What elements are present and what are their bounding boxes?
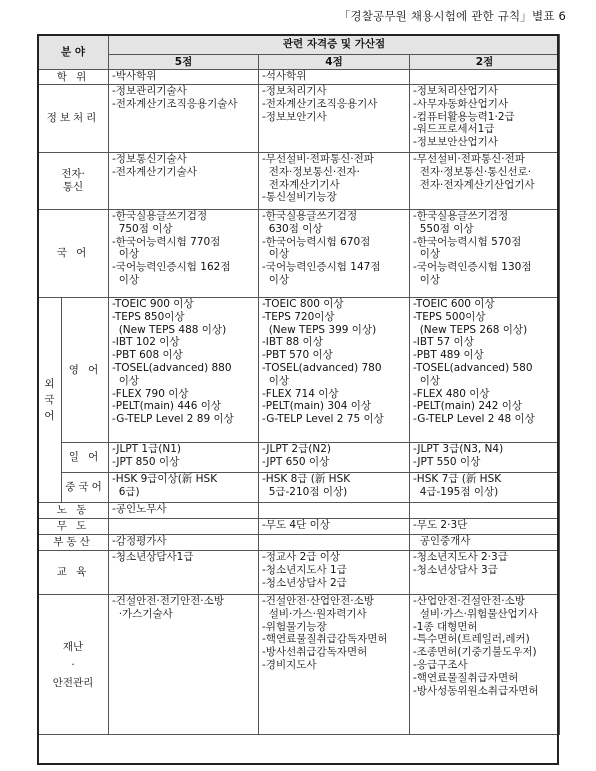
- qualification-line: -한국어능력시험 770점: [112, 235, 221, 248]
- qualification-line: -청소년지도사 2·3급: [413, 551, 508, 563]
- qualification-line: -1종 대형면허: [413, 620, 478, 633]
- table-row-realestate: [38, 535, 560, 551]
- qualification-line: -청소년상담사 3급: [413, 563, 498, 576]
- qualification-line: 설비·가스·원자력기사: [262, 607, 367, 620]
- cell-chinese-col3: [410, 473, 560, 503]
- qualification-line: 이상: [262, 374, 289, 387]
- qualification-line: -청소년지도사 1급: [262, 563, 347, 576]
- qualification-line: -PELT(main) 242 이상: [413, 400, 523, 413]
- cell-martial-col3: [410, 519, 560, 535]
- qualification-line: -TOEIC 800 이상: [262, 298, 344, 310]
- category-it: 정보처리: [38, 85, 109, 153]
- qualification-line: -국어능력인증시험 147점: [262, 261, 381, 274]
- category-chinese: 중국어: [62, 473, 109, 503]
- qualification-line: -한국어능력시험 570점: [413, 235, 522, 248]
- qualification-line: 이상: [112, 248, 139, 261]
- category-education: 교 육: [38, 551, 109, 595]
- header-points-5: 5점: [109, 55, 259, 70]
- qualification-line: -경비지도사: [262, 658, 317, 671]
- table-body: [38, 70, 560, 735]
- cell-degree-col2: [259, 70, 410, 85]
- cell-martial-col2: [259, 519, 410, 535]
- cell-telecom-col1: [109, 153, 259, 210]
- cell-english-col2: [259, 298, 410, 443]
- table-row-degree: [38, 70, 560, 85]
- category-realestate: 부동산: [38, 535, 109, 551]
- qualification-line: -핵연료물질취급감독자면허: [262, 633, 388, 646]
- qualification-line: -감정평가사: [112, 535, 167, 547]
- qualification-line: 550점 이상: [413, 222, 474, 235]
- header-points-2: 2점: [410, 55, 560, 70]
- qualification-line: 630점 이상: [262, 222, 323, 235]
- category-english: 영 어: [62, 298, 109, 443]
- qualification-line: -TEPS 720이상: [262, 310, 335, 323]
- cell-safety-col3: [410, 595, 560, 735]
- header-field: 분 야: [38, 35, 109, 70]
- qualification-line: -워드프로세서1급: [413, 123, 495, 136]
- qualification-line: -건설안전·전기안전·소방: [112, 595, 224, 607]
- cell-english-col1: [109, 298, 259, 443]
- qualification-line: -PBT 570 이상: [262, 349, 333, 362]
- qualification-line: -무도 2·3단: [413, 519, 468, 531]
- table-row-japanese: [38, 443, 560, 473]
- qualification-line: -산업안전·건설안전·소방: [413, 595, 525, 607]
- cell-japanese-col2: [259, 443, 410, 473]
- cell-safety-col1: [109, 595, 259, 735]
- qualification-line: 전자·정보통신·통신선로·: [413, 165, 532, 178]
- qualification-line: 전자계산기기사: [262, 178, 340, 191]
- qualification-line: -TOSEL(advanced) 580: [413, 361, 533, 374]
- qualification-line: -TOEIC 900 이상: [112, 298, 194, 310]
- qualification-line: -FLEX 480 이상: [413, 387, 490, 400]
- qualification-line: -한국어능력시험 670점: [262, 235, 371, 248]
- qualification-line: -HSK 8급 (新 HSK: [262, 473, 351, 485]
- qualification-line: 이상: [262, 248, 289, 261]
- cell-degree-col3: [410, 70, 560, 85]
- qualification-line: -정보통신기술사: [112, 153, 187, 165]
- document-title: 「경찰공무원 채용시험에 관한 규칙」별표 6: [338, 9, 566, 23]
- table-row-education: [38, 551, 560, 595]
- qualification-line: -석사학위: [262, 70, 307, 82]
- qualification-line: -특수면허(트레일러,레커): [413, 633, 530, 646]
- qualification-line: -G-TELP Level 2 75 이상: [262, 413, 384, 426]
- qualification-line: -전자계산기조직응용기사: [262, 97, 378, 110]
- cell-japanese-col3: [410, 443, 560, 473]
- qualification-line: -정교사 2급 이상: [262, 551, 341, 563]
- qualification-line: -G-TELP Level 2 89 이상: [112, 413, 234, 426]
- cell-korean-col2: [259, 210, 410, 298]
- table-row-english: [38, 298, 560, 443]
- qualification-line: 5급-210점 이상): [262, 485, 348, 498]
- qualification-line: -JPT 550 이상: [413, 455, 481, 468]
- qualification-line: -IBT 57 이상: [413, 336, 474, 349]
- qualification-line: -JLPT 3급(N3, N4): [413, 443, 504, 455]
- cell-it-col2: [259, 85, 410, 153]
- category-korean: 국 어: [38, 210, 109, 298]
- cell-chinese-col1: [109, 473, 259, 503]
- qualification-line: -TOSEL(advanced) 880: [112, 361, 232, 374]
- cell-martial-col1: [109, 519, 259, 535]
- cell-degree-col1: [109, 70, 259, 85]
- table-row-it: [38, 85, 560, 153]
- qualification-line: -전자계산기조직응용기술사: [112, 97, 238, 110]
- qualification-line: -국어능력인증시험 162점: [112, 261, 231, 274]
- qualification-line: -JPT 850 이상: [112, 455, 180, 468]
- category-group-foreign-language: 외 국 어: [38, 298, 62, 503]
- category-japanese: 일 어: [62, 443, 109, 473]
- cell-education-col2: [259, 551, 410, 595]
- qualification-line: -박사학위: [112, 70, 157, 82]
- cell-safety-col2: [259, 595, 410, 735]
- table-row-safety: [38, 595, 560, 735]
- qualification-line: -핵연료물질취급자면허: [413, 671, 519, 684]
- qualification-line: -PELT(main) 446 이상: [112, 400, 222, 413]
- cell-english-col3: [410, 298, 560, 443]
- table-row-martial: [38, 519, 560, 535]
- cell-labor-col2: [259, 503, 410, 519]
- qualification-line: -JLPT 2급(N2): [262, 443, 331, 455]
- qualification-line: (New TEPS 268 이상): [413, 323, 528, 336]
- qualification-line: 4급-195점 이상): [413, 485, 499, 498]
- qualification-line: ·가스기술사: [112, 607, 173, 620]
- qualification-line: -사무자동화산업기사: [413, 97, 509, 110]
- qualification-line: 이상: [413, 374, 440, 387]
- qualification-line: 이상: [112, 374, 139, 387]
- qualification-line: -건설안전·산업안전·소방: [262, 595, 374, 607]
- qualification-line: -정보관리기술사: [112, 85, 187, 97]
- qualification-line: 공인중개사: [413, 535, 471, 547]
- qualification-line: 전자·정보통신·전자·: [262, 165, 360, 178]
- qualification-line: -조종면허(기중기불도우저): [413, 646, 537, 659]
- qualification-line: -PELT(main) 304 이상: [262, 400, 372, 413]
- qualification-line: -G-TELP Level 2 48 이상: [413, 413, 535, 426]
- qualification-line: 이상: [413, 273, 440, 286]
- qualification-line: -무선설비·전파통신·전파: [413, 153, 525, 165]
- cell-labor-col3: [410, 503, 560, 519]
- qualification-table: [37, 34, 560, 735]
- qualification-line: -JPT 650 이상: [262, 455, 330, 468]
- cell-telecom-col3: [410, 153, 560, 210]
- qualification-line: -정보보안산업기사: [413, 136, 498, 149]
- qualification-line: 전자·전자계산기산업기사: [413, 178, 535, 191]
- cell-it-col1: [109, 85, 259, 153]
- qualification-line: -HSK 9급이상(新 HSK: [112, 473, 218, 485]
- header-group: 관련 자격증 및 가산점: [109, 35, 560, 55]
- qualification-line: 6급): [112, 485, 140, 498]
- qualification-line: -응급구조사: [413, 658, 468, 671]
- qualification-line: -국어능력인증시험 130점: [413, 261, 532, 274]
- cell-education-col3: [410, 551, 560, 595]
- qualification-line: -정보처리산업기사: [413, 85, 498, 97]
- qualification-line: -TEPS 850이상: [112, 310, 185, 323]
- cell-japanese-col1: [109, 443, 259, 473]
- qualification-line: 750점 이상: [112, 222, 173, 235]
- qualification-line: -PBT 489 이상: [413, 349, 484, 362]
- cell-korean-col1: [109, 210, 259, 298]
- cell-realestate-col2: [259, 535, 410, 551]
- cell-realestate-col1: [109, 535, 259, 551]
- category-telecom: 전자· 통신: [38, 153, 109, 210]
- category-degree: 학 위: [38, 70, 109, 85]
- qualification-line: -청소년상담사1급: [112, 551, 194, 563]
- qualification-line: -무도 4단 이상: [262, 519, 330, 531]
- qualification-line: -FLEX 790 이상: [112, 387, 189, 400]
- category-safety: 재난 · 안전관리: [38, 595, 109, 735]
- cell-chinese-col2: [259, 473, 410, 503]
- header-points-4: 4점: [259, 55, 410, 70]
- qualification-line: -위험물기능장: [262, 620, 327, 633]
- category-martial: 무 도: [38, 519, 109, 535]
- qualification-line: -TOEIC 600 이상: [413, 298, 495, 310]
- qualification-line: -정보처리기사: [262, 85, 327, 97]
- qualification-line: -정보보안기사: [262, 110, 327, 123]
- cell-realestate-col3: [410, 535, 560, 551]
- qualification-line: -한국실용글쓰기검정: [112, 210, 208, 222]
- qualification-line: 이상: [413, 248, 440, 261]
- table-row-labor: [38, 503, 560, 519]
- qualification-line: -PBT 608 이상: [112, 349, 183, 362]
- qualification-line: -FLEX 714 이상: [262, 387, 339, 400]
- qualification-line: -방사성동위원소취급자면허: [413, 684, 539, 697]
- qualification-line: 이상: [262, 273, 289, 286]
- category-labor: 노 동: [38, 503, 109, 519]
- qualification-line: -방사선취급감독자면허: [262, 646, 368, 659]
- qualification-line: -HSK 7급 (新 HSK: [413, 473, 502, 485]
- qualification-line: (New TEPS 488 이상): [112, 323, 227, 336]
- table-row-chinese: [38, 473, 560, 503]
- cell-education-col1: [109, 551, 259, 595]
- qualification-line: -한국실용글쓰기검정: [413, 210, 509, 222]
- qualification-line: -TOSEL(advanced) 780: [262, 361, 382, 374]
- qualification-line: (New TEPS 399 이상): [262, 323, 377, 336]
- qualification-line: -컴퓨터활용능력1·2급: [413, 110, 515, 123]
- qualification-line: -IBT 102 이상: [112, 336, 180, 349]
- cell-telecom-col2: [259, 153, 410, 210]
- qualification-line: -한국실용글쓰기검정: [262, 210, 358, 222]
- qualification-line: -공인노무사: [112, 503, 167, 515]
- qualification-line: -무선설비·전파통신·전파: [262, 153, 374, 165]
- qualification-line: 이상: [112, 273, 139, 286]
- qualification-line: -청소년상담사 2급: [262, 576, 347, 589]
- cell-korean-col3: [410, 210, 560, 298]
- table-row-telecom: [38, 153, 560, 210]
- qualification-line: -통신설비기능장: [262, 191, 337, 204]
- cell-it-col3: [410, 85, 560, 153]
- qualification-line: -JLPT 1급(N1): [112, 443, 181, 455]
- qualification-line: -TEPS 500이상: [413, 310, 486, 323]
- cell-labor-col1: [109, 503, 259, 519]
- qualification-line: 설비·가스·위험물산업기사: [413, 607, 538, 620]
- table-row-korean: [38, 210, 560, 298]
- qualification-line: -IBT 88 이상: [262, 336, 323, 349]
- qualification-line: -전자계산기기술사: [112, 165, 197, 178]
